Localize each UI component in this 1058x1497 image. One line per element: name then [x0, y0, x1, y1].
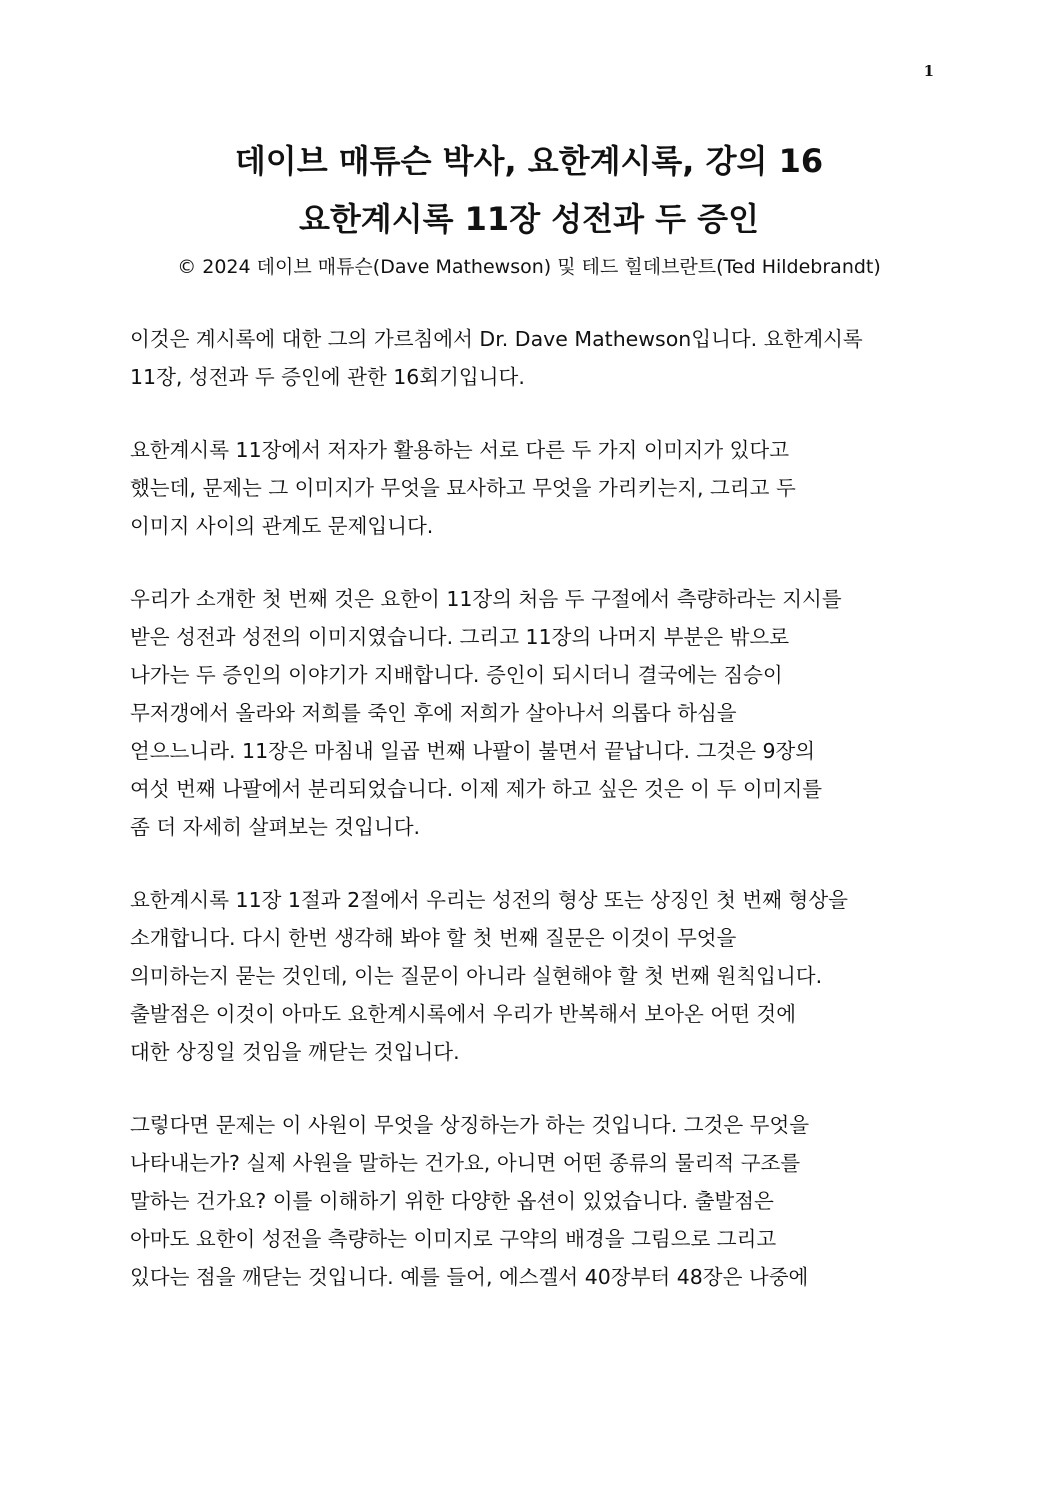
text-line: 좀 더 자세히 살펴보는 것입니다.: [130, 815, 421, 839]
text-line: 11장, 성전과 두 증인에 관한 16회기입니다.: [130, 365, 525, 389]
paragraph-3: [130, 580, 930, 846]
document-title-line-2: 요한계시록 11장 성전과 두 증인: [298, 200, 760, 238]
text-line: 의미하는지 묻는 것인데, 이는 질문이 아니라 실현해야 할 첫 번째 원칙입니다.: [130, 964, 823, 988]
title-block: [0, 132, 1058, 282]
text-line: 그렇다면 문제는 이 사원이 무엇을 상징하는가 하는 것입니다. 그것은 무엇을: [130, 1113, 810, 1137]
text-line: 이미지 사이의 관계도 문제입니다.: [130, 514, 434, 538]
body-text: [130, 320, 930, 1331]
text-line: 있다는 점을 깨닫는 것입니다. 예를 들어, 에스겔서 40장부터 48장은 나중에: [130, 1265, 809, 1289]
paragraph-1: [130, 320, 930, 396]
paragraph-2: [130, 431, 930, 545]
text-line: 나가는 두 증인의 이야기가 지배합니다. 증인이 되시더니 결국에는 짐승이: [130, 663, 783, 687]
paragraph-5: [130, 1106, 930, 1296]
document-title-line-1: 데이브 매튜슨 박사, 요한계시록, 강의 16: [234, 142, 824, 180]
text-line: 아마도 요한이 성전을 측량하는 이미지로 구약의 배경을 그림으로 그리고: [130, 1227, 777, 1251]
text-line: 요한계시록 11장에서 저자가 활용하는 서로 다른 두 가지 이미지가 있다고: [130, 438, 790, 462]
text-line: 나타내는가? 실제 사원을 말하는 건가요, 아니면 어떤 종류의 물리적 구조를: [130, 1151, 801, 1175]
text-line: 했는데, 문제는 그 이미지가 무엇을 묘사하고 무엇을 가리키는지, 그리고 두: [130, 476, 796, 500]
text-line: 출발점은 이것이 아마도 요한계시록에서 우리가 반복해서 보아온 어떤 것에: [130, 1002, 797, 1026]
text-line: 요한계시록 11장 1절과 2절에서 우리는 성전의 형상 또는 상징인 첫 번째 형상을: [130, 888, 848, 912]
text-line: 여섯 번째 나팔에서 분리되었습니다. 이제 제가 하고 싶은 것은 이 두 이미지를: [130, 777, 823, 801]
text-line: 이것은 계시록에 대한 그의 가르침에서 Dr. Dave Mathewson입니다. 요한계시록: [130, 327, 863, 351]
text-line: 말하는 건가요? 이를 이해하기 위한 다양한 옵션이 있었습니다. 출발점은: [130, 1189, 774, 1213]
text-line: 받은 성전과 성전의 이미지였습니다. 그리고 11장의 나머지 부분은 밖으로: [130, 625, 790, 649]
text-line: 우리가 소개한 첫 번째 것은 요한이 11장의 처음 두 구절에서 측량하라는 지시를: [130, 587, 842, 611]
page-number: 1: [923, 62, 934, 80]
text-line: 소개합니다. 다시 한번 생각해 봐야 할 첫 번째 질문은 이것이 무엇을: [130, 926, 737, 950]
text-line: 대한 상징일 것임을 깨닫는 것입니다.: [130, 1040, 460, 1064]
text-line: 무저갱에서 올라와 저희를 죽인 후에 저희가 살아나서 의롭다 하심을: [130, 701, 737, 725]
paragraph-4: [130, 881, 930, 1071]
copyright-notice: © 2024 데이브 매튜슨(Dave Mathewson) 및 테드 힐데브란트(Ted Hildebrandt): [177, 256, 881, 278]
text-line: 얻으느니라. 11장은 마침내 일곱 번째 나팔이 불면서 끝납니다. 그것은 9장의: [130, 739, 816, 763]
